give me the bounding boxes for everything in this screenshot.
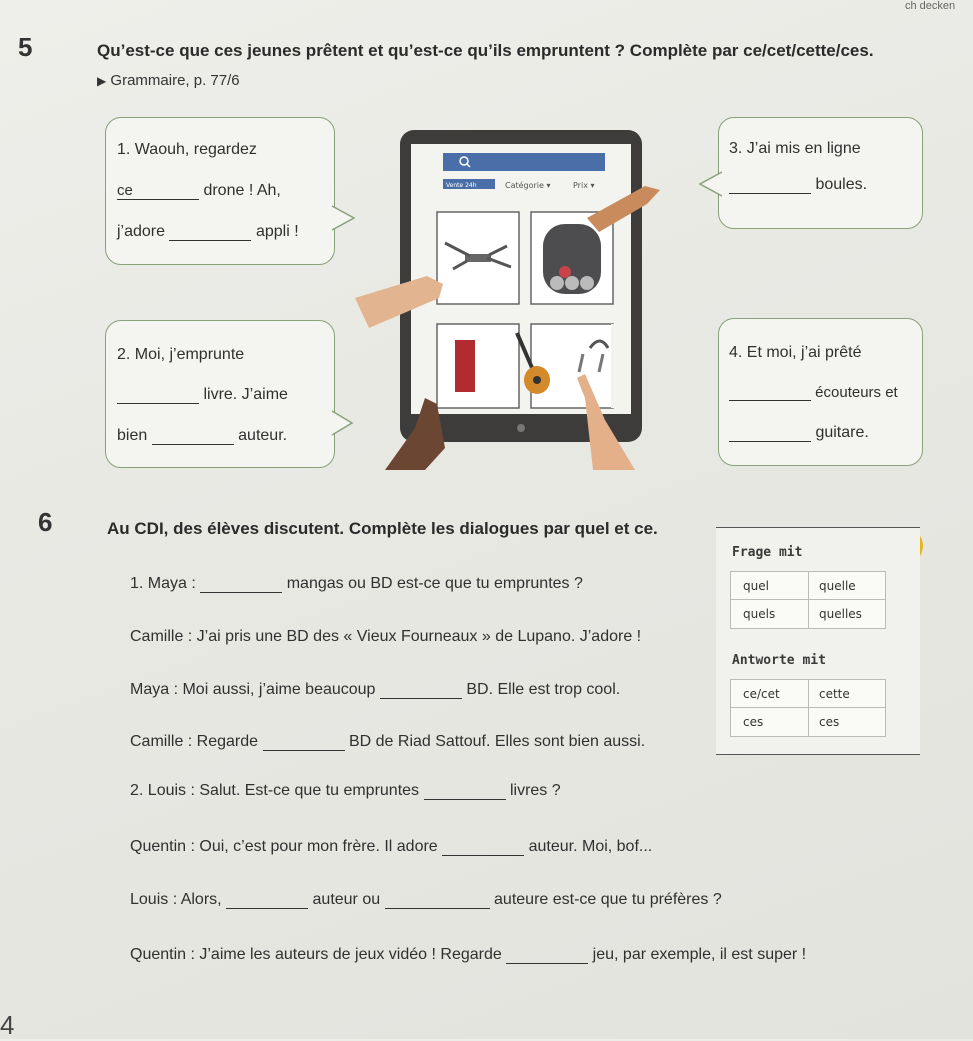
dialogue-1-text-1b: mangas ou BD est-ce que tu empruntes ?: [286, 575, 583, 592]
grammar-reference-label: Grammaire, p. 77/6: [110, 72, 240, 89]
grammar-table-answer: [730, 679, 886, 737]
tablet-filter-1-label: Vente 24h: [446, 182, 477, 189]
dialogue-2-text-1b: livres ?: [509, 782, 561, 799]
bubble-4-line-1: 4. Et moi, j’ai prêté: [729, 344, 862, 361]
answer-blank-6-7[interactable]: [385, 894, 490, 909]
book-icon: [455, 340, 475, 392]
bubble-4-line-2: [729, 384, 898, 401]
bubble-4-text-2: écouteurs et: [815, 384, 898, 401]
dialogue-2-text-1a: 2. Louis : Salut. Est-ce que tu empruntes: [130, 782, 420, 799]
answer-blank-2b[interactable]: [152, 430, 234, 445]
grammar-table-question: [730, 571, 886, 629]
dialogue-2-line-1: [130, 782, 561, 800]
tablet-filter-3-label[interactable]: Prix ▾: [573, 181, 595, 190]
product-card-book[interactable]: [437, 324, 519, 408]
speech-bubble-1: [105, 117, 335, 265]
speech-bubble-3: [718, 117, 923, 229]
answer-blank-4b[interactable]: [729, 427, 811, 442]
grammar-reference[interactable]: [97, 72, 240, 89]
dialogue-2-text-3c: auteure est-ce que tu préfères ?: [494, 891, 722, 908]
answer-blank-6-5[interactable]: [442, 841, 524, 856]
answer-blank-2a[interactable]: [117, 389, 199, 404]
bubble-1-line-3: [117, 223, 299, 241]
tablet-home-button[interactable]: [517, 424, 525, 432]
dialogue-2-text-3a: Louis : Alors,: [130, 891, 222, 908]
dialogue-1-text-4a: Camille : Regarde: [130, 733, 259, 750]
speech-bubble-2: [105, 320, 335, 468]
bubble-3-text-2: boules.: [815, 176, 868, 193]
grammar-cell-quels: quels: [743, 607, 776, 621]
dialogue-1-text-1a: 1. Maya :: [130, 575, 196, 592]
grammar-cell-cette: cette: [819, 687, 850, 701]
grammar-cell-quelle: quelle: [819, 579, 856, 593]
bubble-3-line-1: 3. J’ai mis en ligne: [729, 140, 861, 157]
dialogue-1-text-4b: BD de Riad Sattouf. Elles sont bien aussi.: [348, 733, 646, 750]
dialogue-1-line-3: [130, 681, 620, 699]
dialogue-2-text-2a: Quentin : Oui, c’est pour mon frère. Il adore: [130, 838, 438, 855]
answer-blank-6-6[interactable]: [226, 894, 308, 909]
answer-blank-3a[interactable]: [729, 179, 811, 194]
grammar-cell-ces-2: ces: [819, 715, 840, 729]
bubble-4-text-3: guitare.: [815, 424, 869, 441]
dialogue-2-line-2: [130, 838, 652, 856]
answer-blank-1b[interactable]: [169, 226, 251, 241]
tablet-illustration: [355, 128, 715, 470]
grammar-cell-quel: quel: [743, 579, 769, 593]
dialogue-2-text-3b: auteur ou: [312, 891, 381, 908]
grammar-title-question: Frage mit: [732, 545, 803, 560]
dialogue-2-text-4b: jeu, par exemple, il est super !: [592, 946, 807, 963]
dialogue-2-line-4: [130, 946, 806, 964]
bubble-1-line-1: 1. Waouh, regardez: [117, 141, 257, 158]
answer-blank-1a[interactable]: [117, 182, 199, 200]
dialogue-1-line-1: [130, 575, 583, 593]
grammar-cell-ces-1: ces: [743, 715, 764, 729]
dialogue-1-line-2: Camille : J’ai pris une BD des « Vieux Fourneaux » de Lupano. J’adore !: [130, 628, 642, 645]
dialogue-1-line-4: [130, 733, 645, 751]
speech-bubble-4: [718, 318, 923, 466]
bubble-2-line-2: [117, 386, 288, 404]
bubble-4-line-3: [729, 424, 869, 442]
exercise-5-number: 5: [18, 32, 33, 62]
bubble-3-line-2: [729, 176, 867, 194]
play-arrow-icon: ▶: [97, 74, 107, 88]
answer-blank-6-2[interactable]: [380, 684, 462, 699]
dialogue-1-text-3a: Maya : Moi aussi, j’aime beaucoup: [130, 681, 376, 698]
dialogue-2-text-4a: Quentin : J’aime les auteurs de jeux vidéo ! Regarde: [130, 946, 502, 963]
exercise-6-instruction: Au CDI, des élèves discutent. Complète les dialogues par quel et ce.: [107, 519, 658, 538]
filled-answer: ce: [117, 182, 133, 199]
answer-blank-6-4[interactable]: [424, 785, 506, 800]
bubble-2-text-3a: bien: [117, 427, 148, 444]
answer-blank-6-1[interactable]: [200, 578, 282, 593]
exercise-6-number: 6: [38, 507, 53, 537]
answer-blank-4a[interactable]: [729, 386, 811, 401]
grammar-title-answer: Antworte mit: [732, 653, 826, 668]
bubble-1-text-3a: j’adore: [117, 223, 166, 240]
bubble-1-text-2: drone ! Ah,: [203, 182, 281, 199]
bubble-1-text-3b: appli !: [255, 223, 299, 240]
tablet-filter-2-label[interactable]: Catégorie ▾: [505, 181, 551, 190]
dialogue-2-text-2b: auteur. Moi, bof...: [528, 838, 653, 855]
bubble-2-text-2: livre. J’aime: [203, 386, 288, 403]
dialogue-1-text-3b: BD. Elle est trop cool.: [466, 681, 621, 698]
page-number: 4: [0, 1010, 15, 1040]
bubble-2-line-1: 2. Moi, j’emprunte: [117, 346, 245, 363]
corner-text: ch decken: [905, 0, 956, 12]
bubble-2-text-3b: auteur.: [238, 427, 288, 444]
grammar-cell-quelles: quelles: [819, 607, 862, 621]
dialogue-2-line-3: [130, 891, 722, 909]
answer-blank-6-8[interactable]: [506, 949, 588, 964]
bubble-1-line-2: [117, 182, 281, 200]
bubble-2-line-3: [117, 427, 287, 445]
answer-blank-6-3[interactable]: [263, 736, 345, 751]
exercise-5-instruction: Qu’est-ce que ces jeunes prêtent et qu’est-ce qu’ils empruntent ? Complète par ce/cet/cette/ces.: [97, 41, 874, 60]
grammar-cell-ce-cet: ce/cet: [743, 687, 780, 701]
grammar-box: [716, 527, 920, 755]
